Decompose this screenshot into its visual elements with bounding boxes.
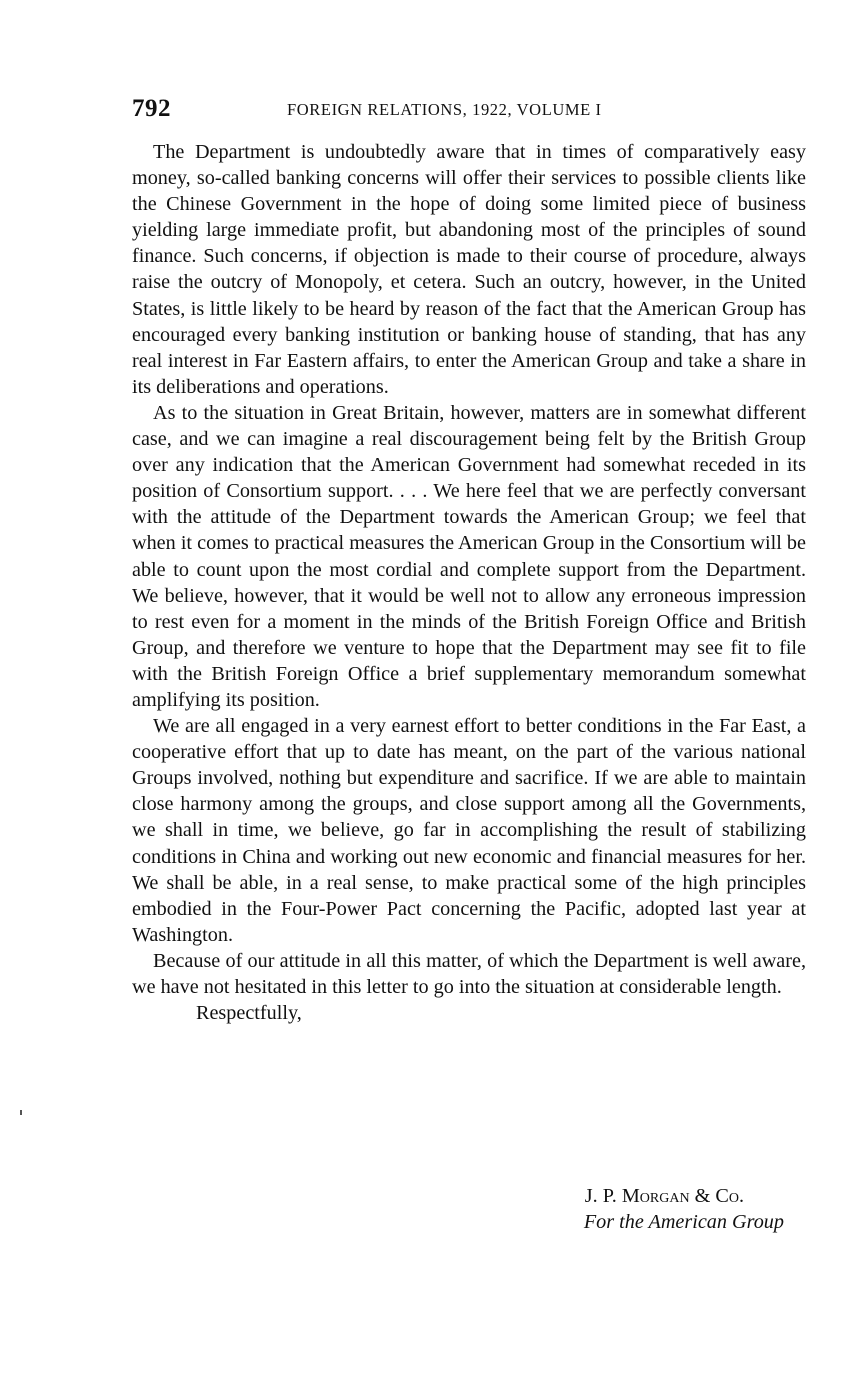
signature-block: [584, 1183, 784, 1235]
closing-salutation: Respectfully,: [196, 1002, 302, 1025]
paragraph-2: As to the situation in Great Britain, however, matters are in somewhat different case, and we can imagine a real discouragement being felt by the British Group over any indication that the American Government had somewhat receded in its position of Consortium support. . . . We here feel that we are perfectly conversant with the attitude of the Department towards the American Group; we feel that when it comes to practical measures the American Group in the Consortium will be able to count upon the most cordial and complete support from the Department. We believe, however, that it would be well not to allow any erroneous impression to rest even for a moment in the minds of the British Foreign Office and British Group, and therefore we venture to hope that the Department may see fit to file with the British Foreign Office a brief supplementary memorandum somewhat amplifying its position.: [132, 401, 806, 711]
margin-mark: [20, 1110, 22, 1115]
running-head: FOREIGN RELATIONS, 1922, VOLUME I: [287, 100, 602, 119]
paragraph-1: The Department is undoubtedly aware that in times of comparatively easy money, so-called banking concerns will offer their services to possible clients like the Chinese Government in the hope of doing some limited piece of business yielding large immediate profit, but abandoning most of the principles of sound finance. Such concerns, if objection is made to their course of procedure, always raise the outcry of Monopoly, et cetera. Such an outcry, however, in the United States, is little likely to be heard by reason of the fact that the American Group has encouraged every banking institution or banking house of standing, that has any real interest in Far Eastern affairs, to enter the American Group and take a share in its deliberations and operations.: [132, 141, 806, 398]
letter-body: [132, 139, 806, 1026]
paragraph-3: We are all engaged in a very earnest effort to better conditions in the Far East, a cooperative effort that up to date has meant, on the part of the various national Groups involved, nothing but expenditure and sacrifice. If we are able to maintain close harmony among the groups, and close support among all the Governments, we shall in time, we believe, go far in accomplishing the result of stabilizing conditions in China and working out new economic and financial measures for her. We shall be able, in a real sense, to make practical some of the high principles embodied in the Four-Power Pact concerning the Pacific, adopted last year at Washington.: [132, 715, 806, 946]
signature-group: For the American Group: [583, 1211, 784, 1234]
page-number: 792: [132, 95, 171, 122]
paragraph-4: Because of our attitude in all this matter, of which the Department is well aware, we have not hesitated in this letter to go into the situation at considerable length.: [132, 949, 806, 998]
page-header: [132, 95, 806, 125]
signature-firm: J. P. Morgan & Co.: [584, 1185, 744, 1207]
